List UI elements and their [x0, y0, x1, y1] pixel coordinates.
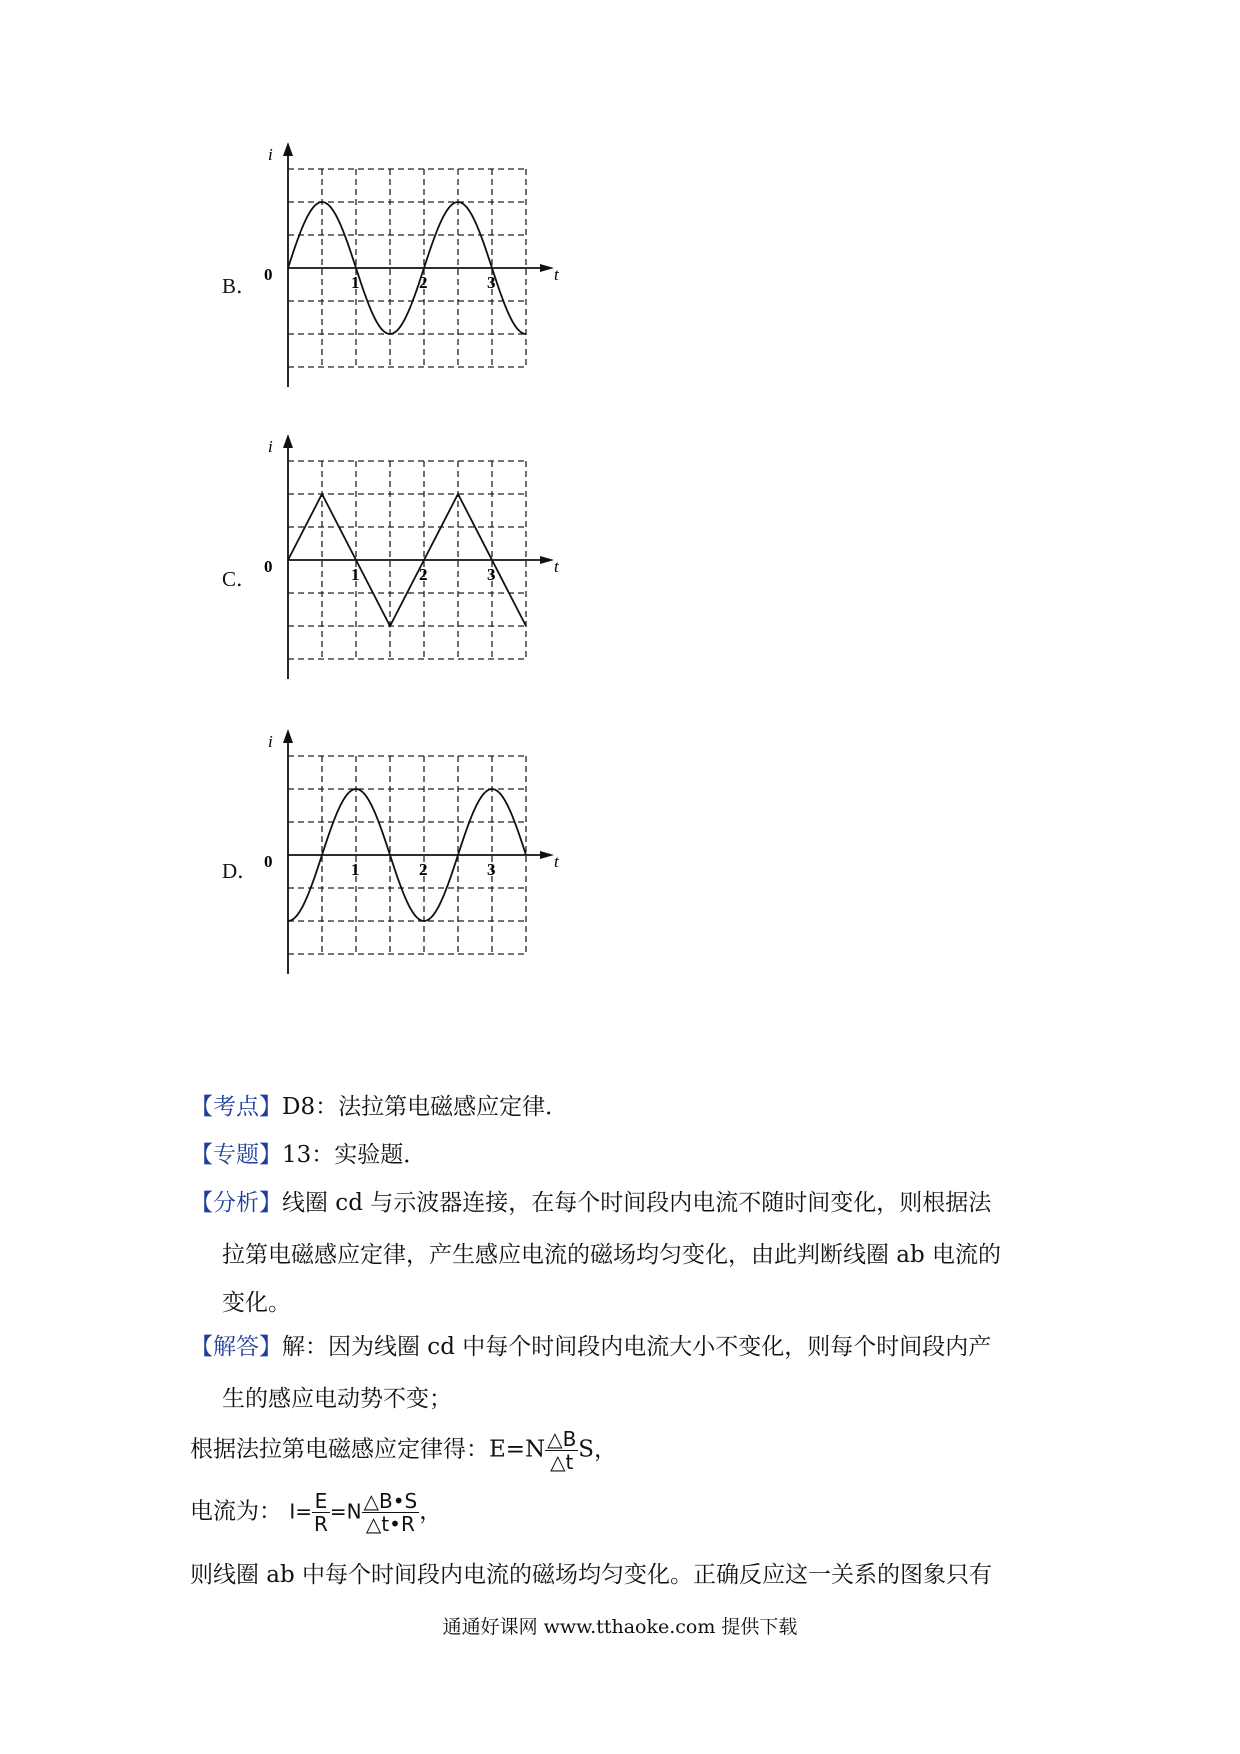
kaodian-line	[190, 1092, 568, 1122]
kaodian-tag: 【考点】	[190, 1094, 282, 1120]
jieda-tag: 【解答】	[190, 1334, 282, 1360]
x-tick-label: 3	[487, 860, 496, 879]
faraday-law-line	[190, 1428, 617, 1473]
x-axis-arrow	[540, 264, 554, 272]
fenxi-line2: 拉第电磁感应定律，产生感应电流的磁场均匀变化，由此判断线圈 ab 电流的	[222, 1242, 1002, 1268]
fenxi-line3: 变化。	[222, 1290, 291, 1316]
y-axis-label: i	[268, 437, 273, 456]
x-axis-label: t	[554, 852, 559, 871]
current-mid: =N	[329, 1499, 362, 1524]
x-tick-label: 2	[419, 565, 428, 584]
origin-label: 0	[264, 557, 273, 576]
y-axis-label: i	[268, 732, 273, 751]
current-fraction-1	[312, 1490, 330, 1535]
option-c-label: C．	[222, 567, 258, 591]
conclusion-line: 则线圈 ab 中每个时间段内电流的磁场均匀变化。正确反应这一关系的图象只有	[190, 1562, 993, 1588]
x-tick-label: 1	[351, 565, 360, 584]
x-tick-label: 1	[351, 273, 360, 292]
current-formula-line	[190, 1490, 442, 1535]
fenxi-line1	[190, 1188, 991, 1218]
x-axis-label: t	[554, 265, 559, 284]
fenxi-tag: 【分析】	[190, 1190, 282, 1216]
jieda-line1	[190, 1332, 991, 1362]
x-tick-label: 3	[487, 273, 496, 292]
law-fraction	[545, 1428, 578, 1473]
page-footer: 通通好课网 www.tthaoke.com 提供下载	[442, 1616, 798, 1638]
current-fraction-2-den: △t•R	[365, 1512, 415, 1536]
jieda-line2: 生的感应电动势不变；	[222, 1386, 452, 1412]
x-axis-label: t	[554, 557, 559, 576]
x-tick-label: 2	[419, 273, 428, 292]
option-d-label: D．	[222, 859, 259, 883]
graph-b	[256, 140, 596, 430]
x-tick-label: 3	[487, 565, 496, 584]
current-prefix: 电流为：	[190, 1498, 282, 1525]
fenxi-text1: 线圈 cd 与示波器连接，在每个时间段内电流不随时间变化，则根据法	[282, 1190, 992, 1216]
x-tick-label: 2	[419, 860, 428, 879]
zhuanti-tag: 【专题】	[190, 1142, 282, 1168]
x-axis-arrow	[540, 556, 554, 564]
option-b-label: B．	[222, 274, 258, 298]
x-axis-arrow	[540, 851, 554, 859]
current-fraction-1-den: R	[313, 1512, 328, 1536]
y-axis-arrow	[283, 434, 293, 448]
zhuanti-line	[190, 1140, 426, 1170]
jieda-text1: 解：因为线圈 cd 中每个时间段内电流大小不变化，则每个时间段内产	[282, 1334, 992, 1360]
current-fraction-1-num: E	[312, 1490, 330, 1513]
law-fraction-den: △t	[550, 1450, 574, 1474]
origin-label: 0	[264, 852, 273, 871]
law-suffix: S，	[578, 1436, 618, 1463]
x-tick-label: 1	[351, 860, 360, 879]
origin-label: 0	[264, 265, 273, 284]
y-axis-arrow	[283, 729, 293, 743]
graph-d	[256, 727, 596, 1017]
law-fraction-num: △B	[547, 1427, 577, 1451]
zhuanti-text: 13：实验题．	[282, 1142, 427, 1168]
y-axis-arrow	[283, 142, 293, 156]
current-fraction-2-num: △B•S	[363, 1489, 418, 1513]
kaodian-text: D8：法拉第电磁感应定律．	[282, 1094, 569, 1120]
current-i: I=	[289, 1499, 312, 1524]
current-suffix: ，	[419, 1498, 443, 1525]
current-fraction-2	[362, 1490, 420, 1535]
law-prefix: 根据法拉第电磁感应定律得：E=N	[190, 1436, 546, 1463]
y-axis-label: i	[268, 145, 273, 164]
graph-c	[256, 432, 596, 722]
